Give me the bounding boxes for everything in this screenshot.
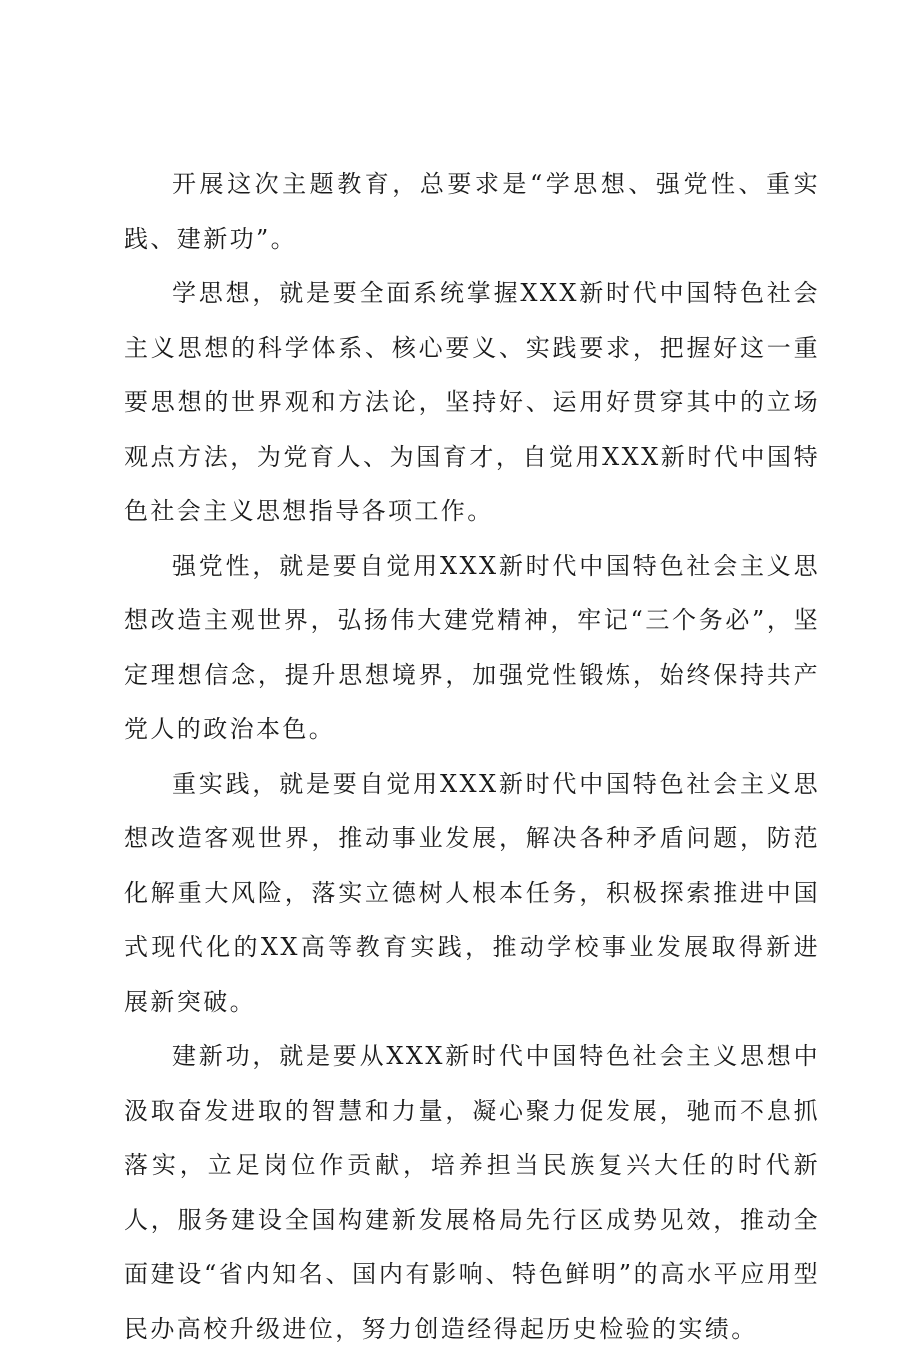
paragraph-build-new-merit: 建新功，就是要从XXX新时代中国特色社会主义思想中汲取奋发进取的智慧和力量，凝心聚力促发展，驰而不息抓落实，立足岗位作贡献，培养担当民族复兴大任的时代新人，服务建设全国构建新发展格局先行区成势见效，推动全面建设“省内知名、国内有影响、特色鲜明”的高水平应用型民办高校升级进位，努力创造经得起历史检验的实绩。 xyxy=(124,1042,820,1343)
paragraph-general-requirement: 开展这次主题教育，总要求是“学思想、强党性、重实践、建新功”。 xyxy=(124,170,820,253)
document-body xyxy=(124,157,820,1356)
paragraph-study-thought: 学思想，就是要全面系统掌握XXX新时代中国特色社会主义思想的科学体系、核心要义、实践要求，把握好这一重要思想的世界观和方法论，坚持好、运用好贯穿其中的立场观点方法，为党育人、为国育才，自觉用XXX新时代中国特色社会主义思想指导各项工作。 xyxy=(124,279,820,525)
paragraph-emphasize-practice: 重实践，就是要自觉用XXX新时代中国特色社会主义思想改造客观世界，推动事业发展，解决各种矛盾问题，防范化解重大风险，落实立德树人根本任务，积极探索推进中国式现代化的XX高等教育实践，推动学校事业发展取得新进展新突破。 xyxy=(124,769,820,1016)
paragraph-strengthen-party-spirit: 强党性，就是要自觉用XXX新时代中国特色社会主义思想改造主观世界，弘扬伟大建党精神，牢记“三个务必”，坚定理想信念，提升思想境界，加强党性锻炼，始终保持共产党人的政治本色。 xyxy=(124,551,820,743)
